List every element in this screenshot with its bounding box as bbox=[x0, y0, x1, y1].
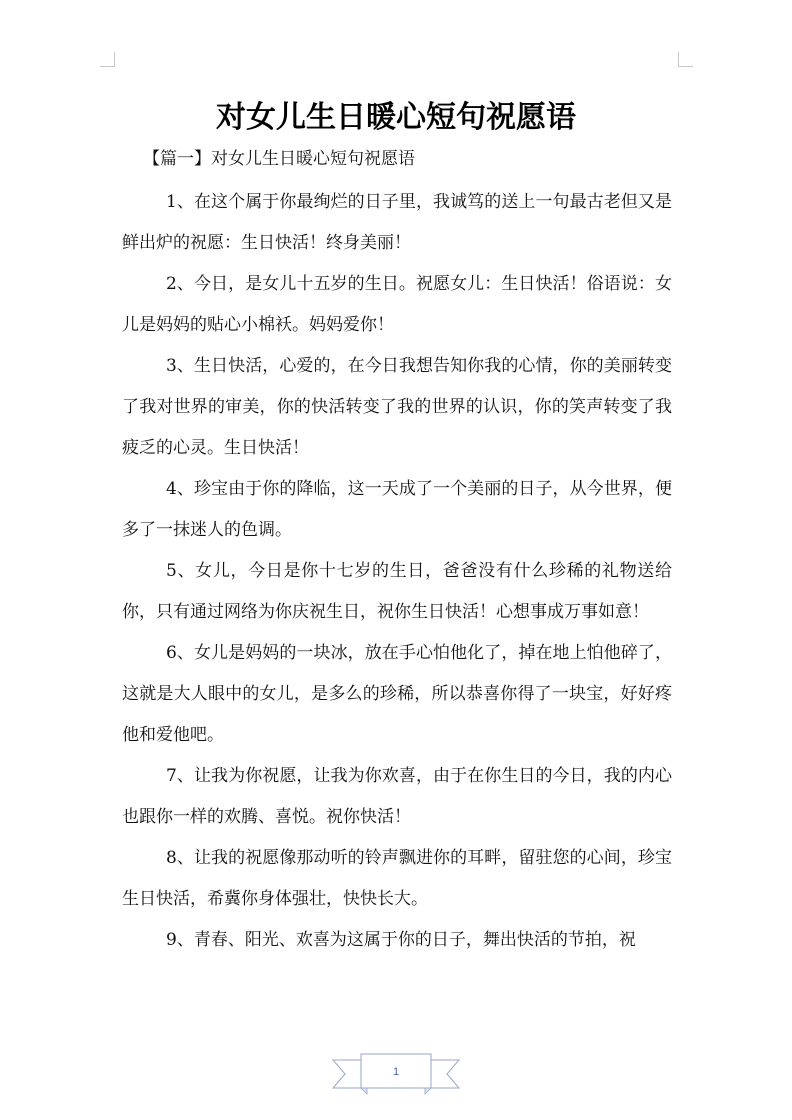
crop-mark-top-left bbox=[100, 52, 115, 67]
document-body bbox=[122, 182, 672, 961]
paragraph-5: 5、女儿，今日是你十七岁的生日，爸爸没有什么珍稀的礼物送给你，只有通过网络为你庆祝生日，祝你生日快活！心想事成万事如意！ bbox=[122, 561, 672, 622]
paragraph-6: 6、女儿是妈妈的一块冰，放在手心怕他化了，掉在地上怕他碎了，这就是大人眼中的女儿，是多么的珍稀，所以恭喜你得了一块宝，好好疼他和爱他吧。 bbox=[122, 643, 672, 745]
paragraph-4: 4、珍宝由于你的降临，这一天成了一个美丽的日子，从今世界，便多了一抹迷人的色调。 bbox=[122, 479, 672, 540]
paragraph-7: 7、让我为你祝愿，让我为你欢喜，由于在你生日的今日，我的内心也跟你一样的欢腾、喜悦。祝你快活！ bbox=[122, 766, 672, 827]
page-number: 1 bbox=[392, 1066, 400, 1078]
paragraph-8: 8、让我的祝愿像那动听的铃声飘进你的耳畔，留驻您的心间，珍宝生日快活，希冀你身体强壮，快快长大。 bbox=[122, 848, 672, 909]
paragraph-3: 3、生日快活，心爱的，在今日我想告知你我的心情，你的美丽转变了我对世界的审美，你的快活转变了我的世界的认识，你的笑声转变了我疲乏的心灵。生日快活！ bbox=[122, 356, 672, 458]
section-heading: 【篇一】对女儿生日暖心短句祝愿语 bbox=[143, 149, 415, 169]
paragraph-9: 9、青春、阳光、欢喜为这属于你的日子，舞出快活的节拍，祝 bbox=[166, 930, 636, 950]
paragraph-2: 2、今日，是女儿十五岁的生日。祝愿女儿：生日快活！俗语说：女儿是妈妈的贴心小棉袄。妈妈爱你！ bbox=[122, 274, 672, 335]
page-footer-ribbon bbox=[325, 1048, 467, 1096]
crop-mark-top-right bbox=[678, 52, 693, 67]
document-title: 对女儿生日暖心短句祝愿语 bbox=[216, 100, 576, 135]
paragraph-1: 1、在这个属于你最绚烂的日子里，我诚笃的送上一句最古老但又是鲜出炉的祝愿：生日快活！终身美丽！ bbox=[122, 192, 672, 253]
